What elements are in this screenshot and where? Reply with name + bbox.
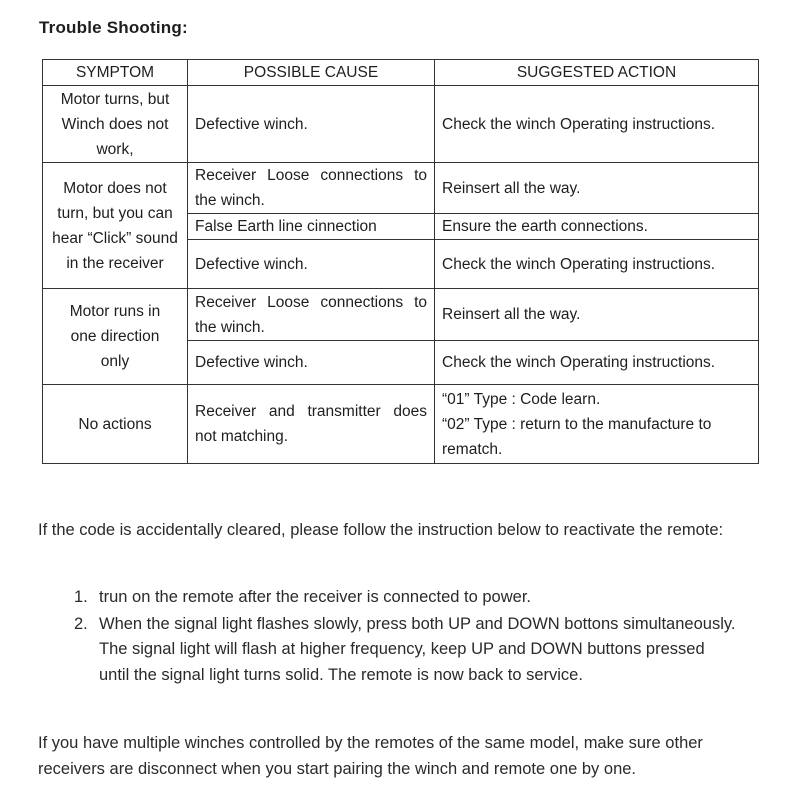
note-paragraph: If you have multiple winches controlled by the remotes of the same model, make sure other receivers are disconnect when you start pairing the winch and remote one by one. — [38, 734, 703, 778]
cause-cell: Defective winch. — [188, 341, 435, 385]
action-cell: Check the winch Operating instructions. — [435, 240, 759, 289]
cause-cell: Defective winch. — [188, 240, 435, 289]
action-cell: Reinsert all the way. — [435, 163, 759, 214]
instruction-steps — [74, 585, 739, 689]
table-row — [43, 385, 759, 464]
action-cell: Ensure the earth connections. — [435, 214, 759, 240]
cause-cell: Defective winch. — [188, 86, 435, 163]
action-cell: Check the winch Operating instructions. — [435, 341, 759, 385]
header-possible-cause: POSSIBLE CAUSE — [188, 60, 435, 86]
action-cell: Check the winch Operating instructions. — [435, 86, 759, 163]
step-number: 1. — [74, 588, 88, 606]
table-row — [43, 289, 759, 341]
action-line: “01” Type : Code learn. — [442, 390, 601, 408]
symptom-cell: Motor does not turn, but you can hear “Click” sound in the receiver — [43, 163, 188, 289]
cause-cell: False Earth line cinnection — [188, 214, 435, 240]
header-suggested-action: SUGGESTED ACTION — [435, 60, 759, 86]
step-number: 2. — [74, 614, 88, 633]
step-text: When the signal light flashes slowly, press both UP and DOWN bottons simultaneously. The signal light will flash at higher frequency, keep UP and DOWN buttons pressed until the signal light turns solid. The remote is now back to service. — [99, 614, 736, 684]
cause-cell: Receiver Loose connections to the winch. — [188, 163, 435, 214]
action-cell: Reinsert all the way. — [435, 289, 759, 341]
table-row — [43, 86, 759, 163]
symptom-cell: Motor runs in one direction only — [43, 289, 188, 385]
action-cell — [435, 385, 759, 464]
cause-cell: Receiver Loose connections to the winch. — [188, 289, 435, 341]
cause-cell: Receiver and transmitter does not matching. — [188, 385, 435, 464]
symptom-cell: Motor turns, but Winch does not work, — [43, 86, 188, 163]
list-item — [74, 585, 739, 611]
symptom-cell: No actions — [43, 385, 188, 464]
troubleshooting-table — [42, 59, 759, 464]
action-line: “02” Type : return to the manufacture to rematch. — [442, 415, 712, 458]
intro-paragraph: If the code is accidentally cleared, please follow the instruction below to reactivate the remote: — [38, 521, 724, 539]
header-symptom: SYMPTOM — [43, 60, 188, 86]
table-header-row — [43, 60, 759, 86]
list-item — [74, 612, 739, 689]
step-text: trun on the remote after the receiver is connected to power. — [99, 588, 531, 606]
section-title: Trouble Shooting: — [39, 18, 188, 37]
table-row — [43, 163, 759, 214]
